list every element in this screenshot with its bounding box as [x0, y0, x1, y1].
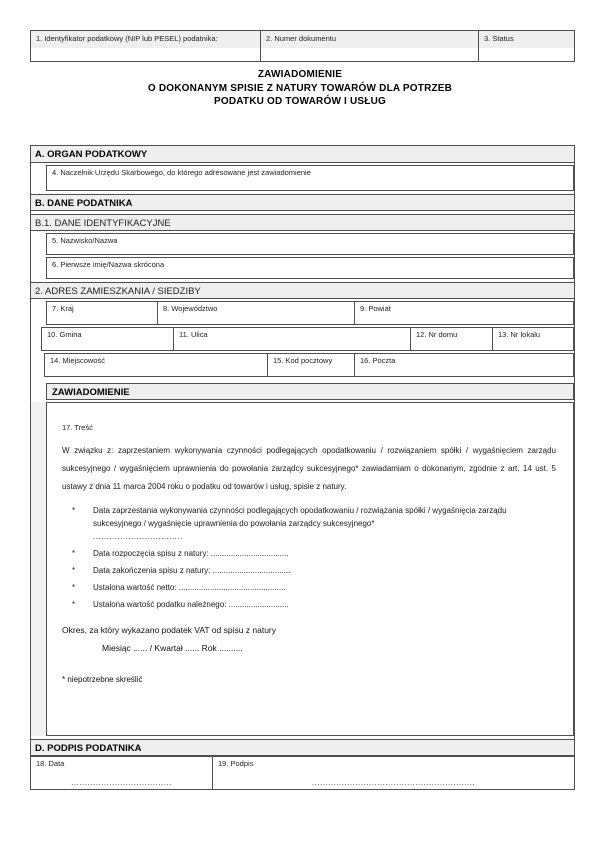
field-signature[interactable]	[213, 757, 574, 789]
section-b1-heading: B.1. DANE IDENTYFIKACYJNE	[31, 214, 574, 231]
field-tax-identifier-input[interactable]	[31, 48, 260, 61]
bullet-marker: *	[72, 583, 76, 592]
field-apartment-number[interactable]: 13. Nr lokalu	[492, 327, 574, 351]
footnote-strike-out: * niepotrzebne skreślić	[62, 675, 143, 684]
field-signature-label: 19. Podpis	[218, 759, 254, 768]
field-country[interactable]: 7. Kraj	[46, 301, 158, 325]
address-row-2	[41, 327, 574, 351]
bullet-cessation-date	[62, 504, 556, 543]
bullet-tax-due-value	[62, 598, 556, 611]
field-status-label: 3. Status	[479, 31, 574, 48]
field-surname-name[interactable]: 5. Nazwisko/Nazwa	[46, 233, 574, 255]
field-voivodeship[interactable]: 8. Województwo	[157, 301, 355, 325]
bullet-marker: *	[72, 549, 76, 558]
bullet-net-value	[62, 581, 556, 594]
top-id-row	[30, 30, 575, 62]
field-first-name[interactable]: 6. Pierwsze imię/Nazwa skrócona	[46, 257, 574, 279]
bullet-cessation-date-blank[interactable]: .................................	[93, 532, 183, 541]
bullet-marker: *	[72, 506, 76, 515]
notification-paragraph: W związku z: zaprzestaniem wykonywania czynności podlegających opodatkowaniu / rozwiązaniem spółki / wygaśnięciem zarządu sukcesyjnego / wygaśnięciem uprawnienia do powołania zarządcy sukcesyjnego* zawiadamiam o dokonanym, zgodnie z art. 14 ust. 5 ustawy z dnia 11 marca 2004 roku o podatku od towarów i usług, spisie z natury.	[62, 446, 556, 491]
signature-fill-line[interactable]: ............................................................	[311, 778, 476, 787]
bullet-inventory-end-date	[62, 564, 556, 577]
field-tax-identifier-label: 1. Identyfikator podatkowy (NIP lub PESEL) podatnika:	[31, 31, 260, 48]
field-document-number-label: 2. Numer dokumentu	[261, 31, 478, 48]
bullet-cessation-date-text: Data zaprzestania wykonywania czynności podlegających opodatkowaniu / rozwiązania spółki / wygaśnięcia zarządu sukcesyjnego / wygaśnięcie uprawnienia do powołania zarządcy sukcesyjnego*	[93, 506, 507, 528]
signature-row	[31, 756, 574, 789]
form-body	[30, 145, 575, 790]
section-d-heading: D. PODPIS PODATNIKA	[31, 739, 574, 756]
vat-period-title: Okres, za który wykazano podatek VAT od spisu z natury	[62, 625, 277, 635]
bullet-marker: *	[72, 566, 76, 575]
address-row-1	[46, 301, 574, 325]
field-status[interactable]	[478, 30, 575, 62]
section-b-heading: B. DANE PODATNIKA	[31, 194, 574, 211]
field-house-number[interactable]: 12. Nr domu	[410, 327, 493, 351]
section-b2-heading: 2. ADRES ZAMIESZKANIA / SIEDZIBY	[31, 282, 574, 299]
field-status-input[interactable]	[479, 48, 574, 61]
field-tax-office[interactable]: 4. Naczelnik Urzędu Skarbowego, do którego adresowane jest zawiadomienie	[46, 165, 574, 191]
section-a-heading: A. ORGAN PODATKOWY	[31, 146, 574, 163]
notification-bullet-list	[62, 504, 556, 611]
field-street[interactable]: 11. Ulica	[173, 327, 411, 351]
date-fill-line[interactable]: .....................................	[71, 778, 172, 787]
bullet-tax-due-value-text[interactable]: Ustalona wartość podatku należnego: ...........................	[93, 600, 289, 609]
form-title-line1: ZAWIADOMIENIE	[257, 69, 343, 80]
field-city[interactable]: 14. Miejscowość	[44, 353, 268, 377]
field-post-office[interactable]: 16. Poczta	[354, 353, 574, 377]
section-c-content	[46, 402, 574, 736]
field-date[interactable]	[31, 757, 213, 789]
field-document-number-input[interactable]	[261, 48, 478, 61]
field-tax-identifier[interactable]	[30, 30, 261, 62]
form-title-line2: O DOKONANYM SPISIE Z NATURY TOWARÓW DLA POTRZEB	[147, 82, 453, 94]
field-postal-code[interactable]: 15. Kod pocztowy	[267, 353, 355, 377]
field-content-label: 17. Treść	[62, 423, 93, 432]
field-document-number[interactable]	[260, 30, 479, 62]
form-title	[0, 68, 600, 109]
bullet-marker: *	[72, 600, 76, 609]
field-date-label: 18. Data	[36, 759, 65, 768]
field-commune[interactable]: 10. Gmina	[41, 327, 174, 351]
bullet-inventory-end-date-text[interactable]: Data zakończenia spisu z natury: ...................................	[93, 566, 291, 575]
vat-period-line[interactable]: Miesiąc ...... / Kwartał ...... Rok ..........	[102, 643, 243, 653]
form-title-line3: PODATKU OD TOWARÓW I USŁUG	[213, 96, 387, 107]
bullet-net-value-text[interactable]: Ustalona wartość netto: ................................................	[93, 583, 286, 592]
bullet-inventory-start-date-text[interactable]: Data rozpoczęcia spisu z natury: ...................................	[93, 549, 289, 558]
bullet-inventory-start-date	[62, 547, 556, 560]
section-c-heading: ZAWIADOMIENIE	[46, 383, 574, 400]
address-row-3	[44, 353, 574, 377]
field-county[interactable]: 9. Powiat	[354, 301, 574, 325]
